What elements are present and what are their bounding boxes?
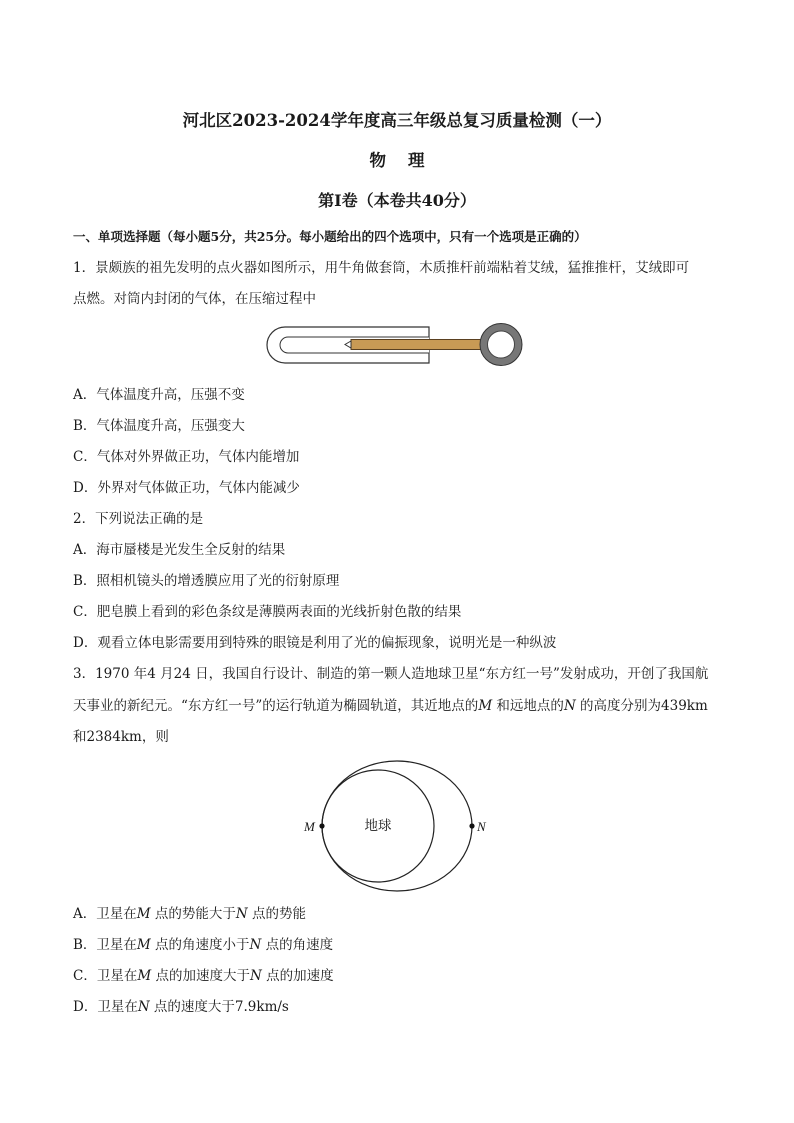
q3-stem-line2: 天事业的新纪元。“东方红一号”的运行轨道为椭圆轨道，其近地点的M 和远地点的N 的高度分别为439km <box>73 698 708 714</box>
q3-stem-line1: 3．1970 年4 月24 日，我国自行设计、制造的第一颗人造地球卫星“东方红一号”发射成功，开创了我国航 <box>73 666 709 682</box>
earth-label: 地球 <box>364 818 392 833</box>
push-rod <box>351 340 481 350</box>
push-handle-hole <box>488 331 515 358</box>
fire-piston-figure <box>265 322 527 368</box>
q2-stem: 2．下列说法正确的是 <box>73 511 204 527</box>
q2-option-c: C．肥皂膜上看到的彩色条纹是薄膜两表面的光线折射色散的结果 <box>73 604 462 620</box>
orbit-figure <box>298 760 498 898</box>
q1-stem-line2: 点燃。对筒内封闭的气体，在压缩过程中 <box>73 291 316 307</box>
exam-title: 河北区2023-2024学年度高三年级总复习质量检测（一） <box>182 111 612 130</box>
q3-option-d: D．卫星在N 点的速度大于7.9km/s <box>73 999 289 1015</box>
perigee-point <box>319 823 324 828</box>
apogee-label: N <box>477 819 486 834</box>
q1-option-a: A．气体温度升高，压强不变 <box>73 387 245 403</box>
q3-option-b: B．卫星在M 点的角速度小于N 点的角速度 <box>73 937 334 953</box>
subject-heading: 物理 <box>369 151 447 170</box>
q1-option-b: B．气体温度升高，压强变大 <box>73 418 245 434</box>
q2-option-b: B．照相机镜头的增透膜应用了光的衍射原理 <box>73 573 340 589</box>
apogee-point <box>469 823 474 828</box>
q2-option-d: D．观看立体电影需要用到特殊的眼镜是利用了光的偏振现象，说明光是一种纵波 <box>73 635 557 651</box>
section-heading: 一、单项选择题（每小题5分，共25分。每小题给出的四个选项中，只有一个选项是正确的） <box>73 229 587 244</box>
q1-option-c: C．气体对外界做正功，气体内能增加 <box>73 449 300 465</box>
volume-heading: 第Ⅰ卷（本卷共40分） <box>318 191 476 210</box>
perigee-label: M <box>304 819 315 834</box>
q1-option-d: D．外界对气体做正功，气体内能减少 <box>73 480 300 496</box>
q3-option-a: A．卫星在M 点的势能大于N 点的势能 <box>73 906 306 922</box>
q2-option-a: A．海市蜃楼是光发生全反射的结果 <box>73 542 286 558</box>
q1-stem-line1: 1．景颇族的祖先发明的点火器如图所示，用牛角做套筒，木质推杆前端粘着艾绒，猛推推杆，艾绒即可 <box>73 260 690 276</box>
q3-option-c: C．卫星在M 点的加速度大于N 点的加速度 <box>73 968 334 984</box>
q3-stem-line3: 和2384km，则 <box>73 729 169 745</box>
